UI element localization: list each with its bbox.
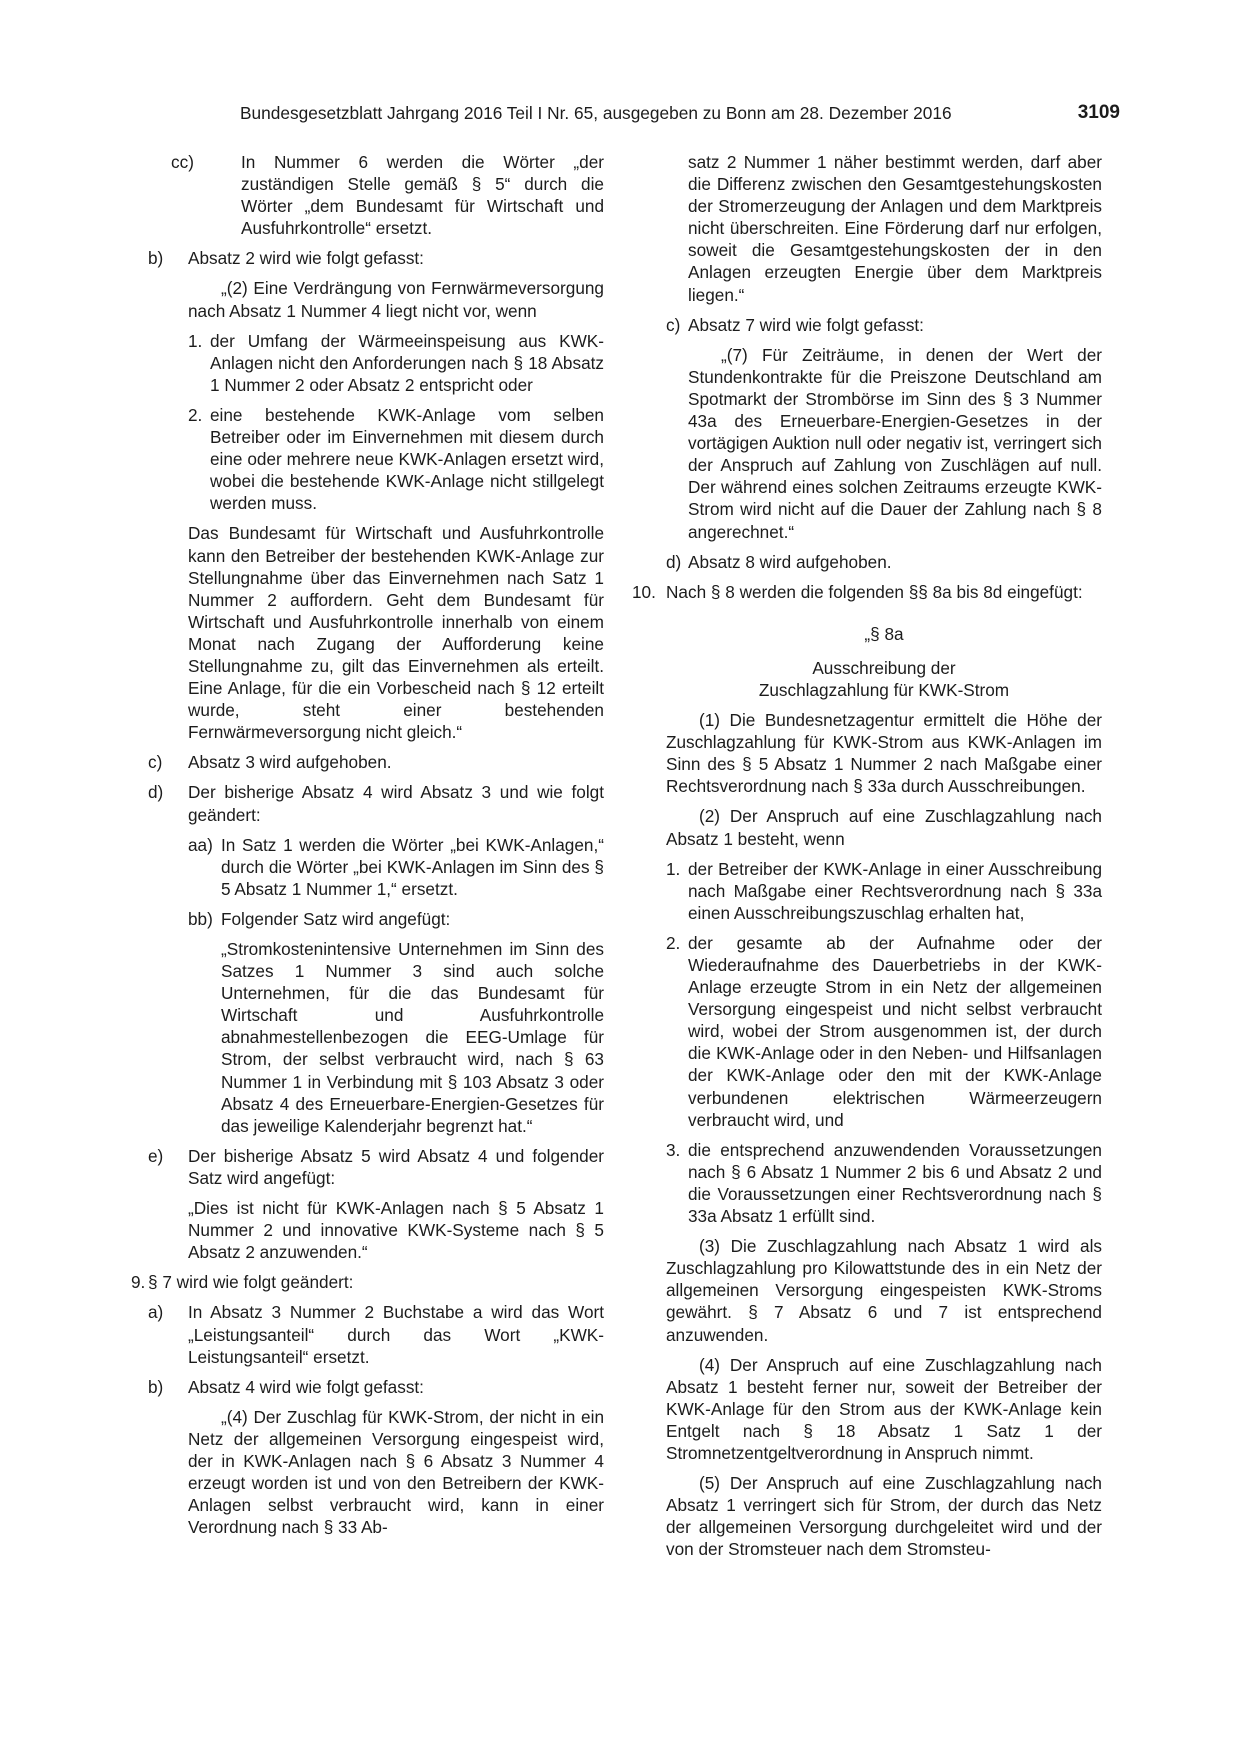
item-text: Absatz 4 wird wie folgt gefasst: bbox=[188, 1376, 424, 1397]
paragraph-4: (4) Der Anspruch auf eine Zuschlagzahlung nach Absatz 1 besteht ferner nur, soweit der Betreiber der KWK-Anlage für den Strom aus der KWK-Anlage kein Entgelt nach § 18 Absatz 1 Satz 1 der Stromnetzentgeltverordnung in Anspruch nimmt. bbox=[666, 1354, 1102, 1463]
item-label: b) bbox=[148, 248, 164, 269]
list-item bbox=[666, 1139, 1102, 1227]
item-label: 1. bbox=[188, 330, 203, 351]
paragraph: Das Bundesamt für Wirtschaft und Ausfuhrkontrolle kann den Betreiber der bestehenden KWK-Anlage zur Stellungnahme über das Einvernehmen nach Satz 1 Nummer 2 auffordern. Geht dem Bundesamt für Wirtschaft und Ausfuhrkontrolle innerhalb von einem Monat nach Zugang der Aufforderung keine Stellungnahme zu, gilt das Einvernehmen als erteilt. Eine Anlage, für die ein Vorbescheid nach § 12 erteilt wurde, steht einer bestehenden Fernwärmeversorgung nicht gleich.“ bbox=[188, 523, 604, 743]
item-text: Absatz 2 wird wie folgt gefasst: bbox=[188, 248, 424, 269]
item-text: der Betreiber der KWK-Anlage in einer Ausschreibung nach Maßgabe einer Rechtsverordnung nach § 33a einen Ausschreibungszuschlag erhalten hat, bbox=[688, 858, 1102, 923]
item-text: In Satz 1 werden die Wörter „bei KWK-Anlagen,“ durch die Wörter „bei KWK-Anlagen im Sinn des § 5 Absatz 1 Nummer 1,“ ersetzt. bbox=[221, 834, 604, 899]
left-column bbox=[131, 151, 604, 1546]
section-8a bbox=[666, 611, 1102, 1561]
item-d bbox=[666, 551, 1102, 573]
item-label: d) bbox=[148, 782, 164, 803]
list-item bbox=[666, 858, 1102, 924]
continued-paragraph: satz 2 Nummer 1 näher bestimmt werden, darf aber die Differenz zwischen den Gesamtgestehungskosten der Stromerzeugung der Anlagen und dem Marktpreis nicht überschreiten. Eine Förderung darf nur erfolgen, soweit die Gesamtgestehungskosten der in den Anlagen erzeugten Energie über dem Marktpreis liegen.“ bbox=[688, 152, 1102, 305]
list-item bbox=[188, 404, 604, 514]
item-text: der gesamte ab der Aufnahme oder der Wiederaufnahme des Dauerbetriebs in der KWK-Anlage erzeugte Strom in ein Netz der allgemeinen Versorgung eingespeist und nicht selbst verbraucht wird, wobei der Strom ausgenommen ist, der durch die KWK-Anlage oder in den Neben- und Hilfsanlagen der KWK-Anlage oder den mit der KWK-Anlage verbundenen elektrischen Wärmeerzeugern verbraucht wird, und bbox=[688, 932, 1102, 1130]
item-label: d) bbox=[666, 551, 682, 572]
list-item bbox=[666, 932, 1102, 1131]
item-label: c) bbox=[666, 314, 681, 335]
list-item bbox=[188, 330, 604, 396]
item-text: die entsprechend anzuwendenden Voraussetzungen nach § 6 Absatz 1 Nummer 2 bis 6 und Absatz 2 und die Voraussetzungen einer Rechtsverordnung nach § 33a Absatz 1 erfüllt sind. bbox=[688, 1139, 1102, 1227]
item-label: c) bbox=[148, 752, 163, 773]
item-label: 10. bbox=[632, 581, 656, 602]
item-10 bbox=[632, 581, 1102, 603]
section-heading-line-2: Zuschlagzahlung für KWK-Strom bbox=[758, 679, 1010, 700]
item-bb bbox=[188, 908, 604, 1137]
item-cc bbox=[171, 151, 604, 239]
item-text: Absatz 8 wird aufgehoben. bbox=[688, 551, 892, 572]
item-b bbox=[148, 247, 604, 743]
item-text: In Absatz 3 Nummer 2 Buchstabe a wird das Wort „Leistungsanteil“ durch das Wort „KWK-Leistungsanteil“ ersetzt. bbox=[188, 1302, 604, 1367]
item-d bbox=[148, 781, 604, 1136]
quoted-paragraph: „(7) Für Zeiträume, in denen der Wert der Stundenkontrakte für die Preiszone Deutschland am Spotmarkt der Strombörse im Sinn des § 3 Nummer 43a des Erneuerbare-Energien-Gesetzes in der vortägigen Auktion null oder negativ ist, verringert sich der Anspruch auf Zahlung von Zuschlägen auf null. Der während eines solchen Zeitraums erzeugte KWK-Strom wird nicht auf die Dauer der Zahlung nach § 8 angerechnet.“ bbox=[688, 344, 1102, 542]
item-text: Absatz 3 wird aufgehoben. bbox=[188, 752, 392, 773]
page-header bbox=[240, 101, 1120, 125]
item-text: Der bisherige Absatz 5 wird Absatz 4 und folgender Satz wird angefügt: bbox=[188, 1145, 604, 1188]
item-label: bb) bbox=[188, 908, 213, 929]
page-number: 3109 bbox=[1077, 102, 1120, 123]
item-label: e) bbox=[148, 1145, 164, 1166]
paragraph-1: (1) Die Bundesnetzagentur ermittelt die Höhe der Zuschlagzahlung für KWK-Strom aus KWK-Anlagen im Sinn des § 5 Absatz 1 Nummer 2 nach Maßgabe einer Rechtsverordnung nach § 33a durch Ausschreibungen. bbox=[666, 710, 1102, 797]
right-column bbox=[632, 151, 1102, 1568]
item-label: cc) bbox=[171, 152, 194, 172]
item-text: Absatz 7 wird wie folgt gefasst: bbox=[688, 314, 924, 335]
item-aa bbox=[188, 834, 604, 900]
item-text: der Umfang der Wärmeeinspeisung aus KWK-Anlagen nicht den Anforderungen nach § 18 Absatz 1 Nummer 2 oder Absatz 2 entspricht oder bbox=[210, 330, 604, 395]
item-c bbox=[666, 314, 1102, 543]
header-title: Bundesgesetzblatt Jahrgang 2016 Teil I Nr. 65, ausgegeben zu Bonn am 28. Dezember 2016 bbox=[240, 103, 952, 123]
section-heading-line-1: Ausschreibung der bbox=[812, 657, 956, 678]
item-text: § 7 wird wie folgt geändert: bbox=[148, 1272, 354, 1293]
item-9 bbox=[131, 1271, 604, 1538]
item-text: In Nummer 6 werden die Wörter „der zuständigen Stelle gemäß § 5“ durch die Wörter „dem Bundesamt für Wirtschaft und Ausfuhrkontrolle“ ersetzt. bbox=[241, 152, 604, 239]
quoted-paragraph: „Dies ist nicht für KWK-Anlagen nach § 5 Absatz 1 Nummer 2 und innovative KWK-Systeme nach § 5 Absatz 2 anzuwenden.“ bbox=[188, 1198, 604, 1263]
item-9a bbox=[148, 1301, 604, 1367]
paragraph-5: (5) Der Anspruch auf eine Zuschlagzahlung nach Absatz 1 verringert sich für Strom, der durch das Netz der allgemeinen Versorgung durchgeleitet wird und der von der Stromsteuer nach dem Stromsteu- bbox=[666, 1473, 1102, 1560]
item-text: eine bestehende KWK-Anlage vom selben Betreiber oder im Einvernehmen mit diesem durch eine oder mehrere neue KWK-Anlagen ersetzt wird, wobei die bestehende KWK-Anlage nicht stillgelegt werden muss. bbox=[210, 404, 604, 514]
item-label: 1. bbox=[666, 858, 681, 879]
quoted-paragraph: „(4) Der Zuschlag für KWK-Strom, der nicht in ein Netz der allgemeinen Versorgung eingespeist wird, der in KWK-Anlagen nach § 6 Absatz 3 Nummer 4 erzeugt worden ist und von den Betreibern der KWK-Anlagen selbst verbraucht wird, kann in einer Verordnung nach § 33 Ab- bbox=[188, 1406, 604, 1538]
item-c bbox=[148, 751, 604, 773]
section-number: „§ 8a bbox=[864, 623, 904, 644]
item-text: Der bisherige Absatz 4 wird Absatz 3 und wie folgt geändert: bbox=[188, 782, 604, 825]
item-label: 2. bbox=[666, 932, 681, 953]
item-label: a) bbox=[148, 1302, 164, 1323]
item-label: b) bbox=[148, 1376, 164, 1397]
item-9b bbox=[148, 1376, 604, 1539]
item-text: Folgender Satz wird angefügt: bbox=[221, 908, 451, 929]
paragraph-3: (3) Die Zuschlagzahlung nach Absatz 1 wird als Zuschlagzahlung pro Kilowattstunde des in ein Netz der allgemeinen Versorgung eingespeisten KWK-Stroms gewährt. § 7 Absatz 6 und 7 ist entsprechend anzuwenden. bbox=[666, 1236, 1102, 1345]
item-label: aa) bbox=[188, 834, 213, 855]
item-text: Nach § 8 werden die folgenden §§ 8a bis 8d eingefügt: bbox=[666, 581, 1083, 602]
quoted-paragraph: „(2) Eine Verdrängung von Fernwärmeversorgung nach Absatz 1 Nummer 4 liegt nicht vor, wenn bbox=[188, 278, 604, 321]
paragraph-2: (2) Der Anspruch auf eine Zuschlagzahlung nach Absatz 1 besteht, wenn bbox=[666, 806, 1102, 849]
quoted-paragraph: „Stromkostenintensive Unternehmen im Sinn des Satzes 1 Nummer 3 sind auch solche Unternehmen, für die das Bundesamt für Wirtschaft und Ausfuhrkontrolle abnahmestellenbezogen die EEG-Umlage für Strom, der selbst verbraucht wird, nach § 63 Nummer 1 in Verbindung mit § 103 Absatz 3 oder Absatz 4 des Erneuerbare-Energien-Gesetzes für das jeweilige Kalenderjahr begrenzt hat.“ bbox=[221, 939, 604, 1136]
item-e bbox=[148, 1145, 604, 1263]
item-label: 3. bbox=[666, 1139, 681, 1160]
item-label: 9. bbox=[131, 1272, 146, 1293]
item-label: 2. bbox=[188, 404, 203, 425]
